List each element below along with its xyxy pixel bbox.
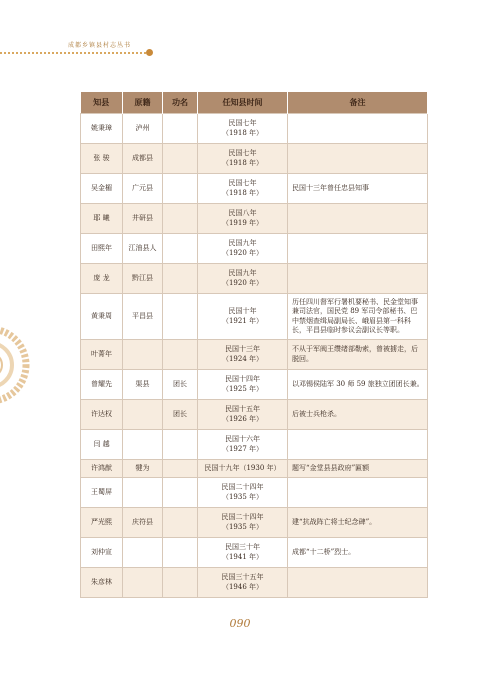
time-line: （1927 年） [221,444,264,453]
cell-note [288,568,428,598]
cell-time [198,478,288,508]
cell-time [198,174,288,204]
cell-rank [163,568,198,598]
time-line: （1941 年） [221,552,264,561]
table-body [81,114,428,598]
cell-origin: 江油县人 [123,234,163,264]
table-row [81,508,428,538]
cell-rank [163,538,198,568]
cell-note: 题写“金堂县县政府”匾额 [288,460,428,478]
cell-time [198,538,288,568]
cell-time [198,294,288,340]
time-line: 民国三十五年 [221,573,264,582]
cell-time [198,370,288,400]
cell-note [288,114,428,144]
cell-rank [163,340,198,370]
cell-note: 成都“十二桥”烈士。 [288,538,428,568]
table-row [81,538,428,568]
time-line: （1918 年） [221,188,264,197]
time-line: 民国二十四年 [221,483,264,492]
magistrate-table [80,92,428,598]
cell-origin: 泸州 [123,114,163,144]
time-line: （1924 年） [221,354,264,363]
cell-note: 建“抗战阵亡将士纪念碑”。 [288,508,428,538]
cell-time [198,508,288,538]
cell-name: 叶菁年 [81,340,123,370]
time-line: 民国十六年 [225,435,260,444]
cell-rank [163,144,198,174]
cell-rank [163,234,198,264]
table-row [81,234,428,264]
cell-rank [163,204,198,234]
time-line: 民国三十年 [225,543,260,552]
column-header: 备注 [288,92,428,114]
cell-rank [163,460,198,478]
cell-note [288,144,428,174]
cell-origin: 广元县 [123,174,163,204]
cell-rank [163,264,198,294]
time-line: （1920 年） [221,278,264,287]
cell-rank [163,294,198,340]
cell-rank [163,478,198,508]
time-line: 民国十年 [228,307,257,316]
time-line: 民国九年 [228,239,257,248]
cell-name: 闫 越 [81,430,123,460]
cell-name: 庞 龙 [81,264,123,294]
table-row [81,568,428,598]
cell-name: 朱彦林 [81,568,123,598]
cell-name: 耶 曦 [81,204,123,234]
cell-name: 姚秉璋 [81,114,123,144]
table-row [81,370,428,400]
book-series-title: 成都乡镇县村志丛书 [68,42,132,49]
cell-name: 刘仲宣 [81,538,123,568]
cell-origin [123,538,163,568]
column-header: 功名 [163,92,198,114]
cell-origin [123,400,163,430]
cell-origin: 井研县 [123,204,163,234]
time-line: 民国十四年 [225,375,260,384]
cell-time [198,144,288,174]
cell-note: 后被士兵枪杀。 [288,400,428,430]
time-line: 民国七年 [228,149,257,158]
cell-name: 王蜀屏 [81,478,123,508]
cell-note: 以邓锡侯陆军 30 师 59 旅独立团团长兼。 [288,370,428,400]
time-line: 民国十三年 [225,345,260,354]
cell-time [198,400,288,430]
cell-note [288,430,428,460]
cell-time [198,460,288,478]
cell-name: 许鸿猷 [81,460,123,478]
table-row [81,460,428,478]
table-header-row [81,92,428,114]
time-line: 民国七年 [228,119,257,128]
column-header: 原籍 [123,92,163,114]
cell-name: 许达权 [81,400,123,430]
cell-note: 不从于军阀王缵绪部勒索，曾被掳走，后脱回。 [288,340,428,370]
time-line: （1918 年） [221,128,264,137]
table-row [81,174,428,204]
cell-time [198,264,288,294]
table-row [81,430,428,460]
time-line: （1946 年） [221,582,264,591]
cell-rank: 团长 [163,370,198,400]
cell-name: 张 骏 [81,144,123,174]
cell-time [198,568,288,598]
cell-origin: 渠县 [123,370,163,400]
header-rule-end-dot [146,49,153,56]
cell-time [198,340,288,370]
time-line: （1935 年） [221,492,264,501]
cell-note: 历任四川督军行署机要秘书、民金堂知事兼司法官，国民党 89 军司令部秘书、巴中禁烟查缉局副局长、峨眉县第一科科长，平昌县临时参议会副议长等职。 [288,294,428,340]
cell-origin: 犍为 [123,460,163,478]
time-line: 民国二十四年 [221,513,264,522]
table-row [81,400,428,430]
page-number: 090 [229,617,251,630]
column-header: 任知县时间 [198,92,288,114]
cell-rank [163,508,198,538]
time-line: （1925 年） [221,384,264,393]
table-row [81,144,428,174]
cell-note [288,204,428,234]
cell-rank [163,114,198,144]
cell-rank: 团长 [163,400,198,430]
cell-origin [123,430,163,460]
time-line: 民国七年 [228,179,257,188]
time-line: （1935 年） [221,522,264,531]
time-line: 民国十五年 [225,405,260,414]
table-row [81,340,428,370]
time-line: （1918 年） [221,158,264,167]
time-line: （1921 年） [221,316,264,325]
cell-rank [163,174,198,204]
cell-name: 吴金楣 [81,174,123,204]
cell-origin: 庆符县 [123,508,163,538]
cell-note [288,264,428,294]
time-line: 民国八年 [228,209,257,218]
decorative-ring-ornament [0,320,30,410]
cell-origin: 平昌县 [123,294,163,340]
cell-name: 黄秉周 [81,294,123,340]
table-row [81,204,428,234]
cell-name: 曾耀先 [81,370,123,400]
cell-time [198,430,288,460]
cell-origin: 成都县 [123,144,163,174]
table-row [81,478,428,508]
cell-origin: 黔江县 [123,264,163,294]
column-header: 知县 [81,92,123,114]
time-line: 民国十九年（1930 年） [204,463,281,472]
cell-origin [123,340,163,370]
cell-rank [163,430,198,460]
cell-note [288,234,428,264]
cell-origin [123,568,163,598]
time-line: 民国九年 [228,269,257,278]
table-row [81,264,428,294]
cell-note [288,478,428,508]
cell-time [198,114,288,144]
cell-origin [123,478,163,508]
cell-name: 严光熙 [81,508,123,538]
time-line: （1919 年） [221,218,264,227]
cell-time [198,204,288,234]
header-dotted-rule [0,52,146,54]
cell-name: 田熙年 [81,234,123,264]
cell-time [198,234,288,264]
time-line: （1926 年） [221,414,264,423]
table-row [81,114,428,144]
time-line: （1920 年） [221,248,264,257]
table-row [81,294,428,340]
cell-note: 民国十三年曾任忠县知事 [288,174,428,204]
